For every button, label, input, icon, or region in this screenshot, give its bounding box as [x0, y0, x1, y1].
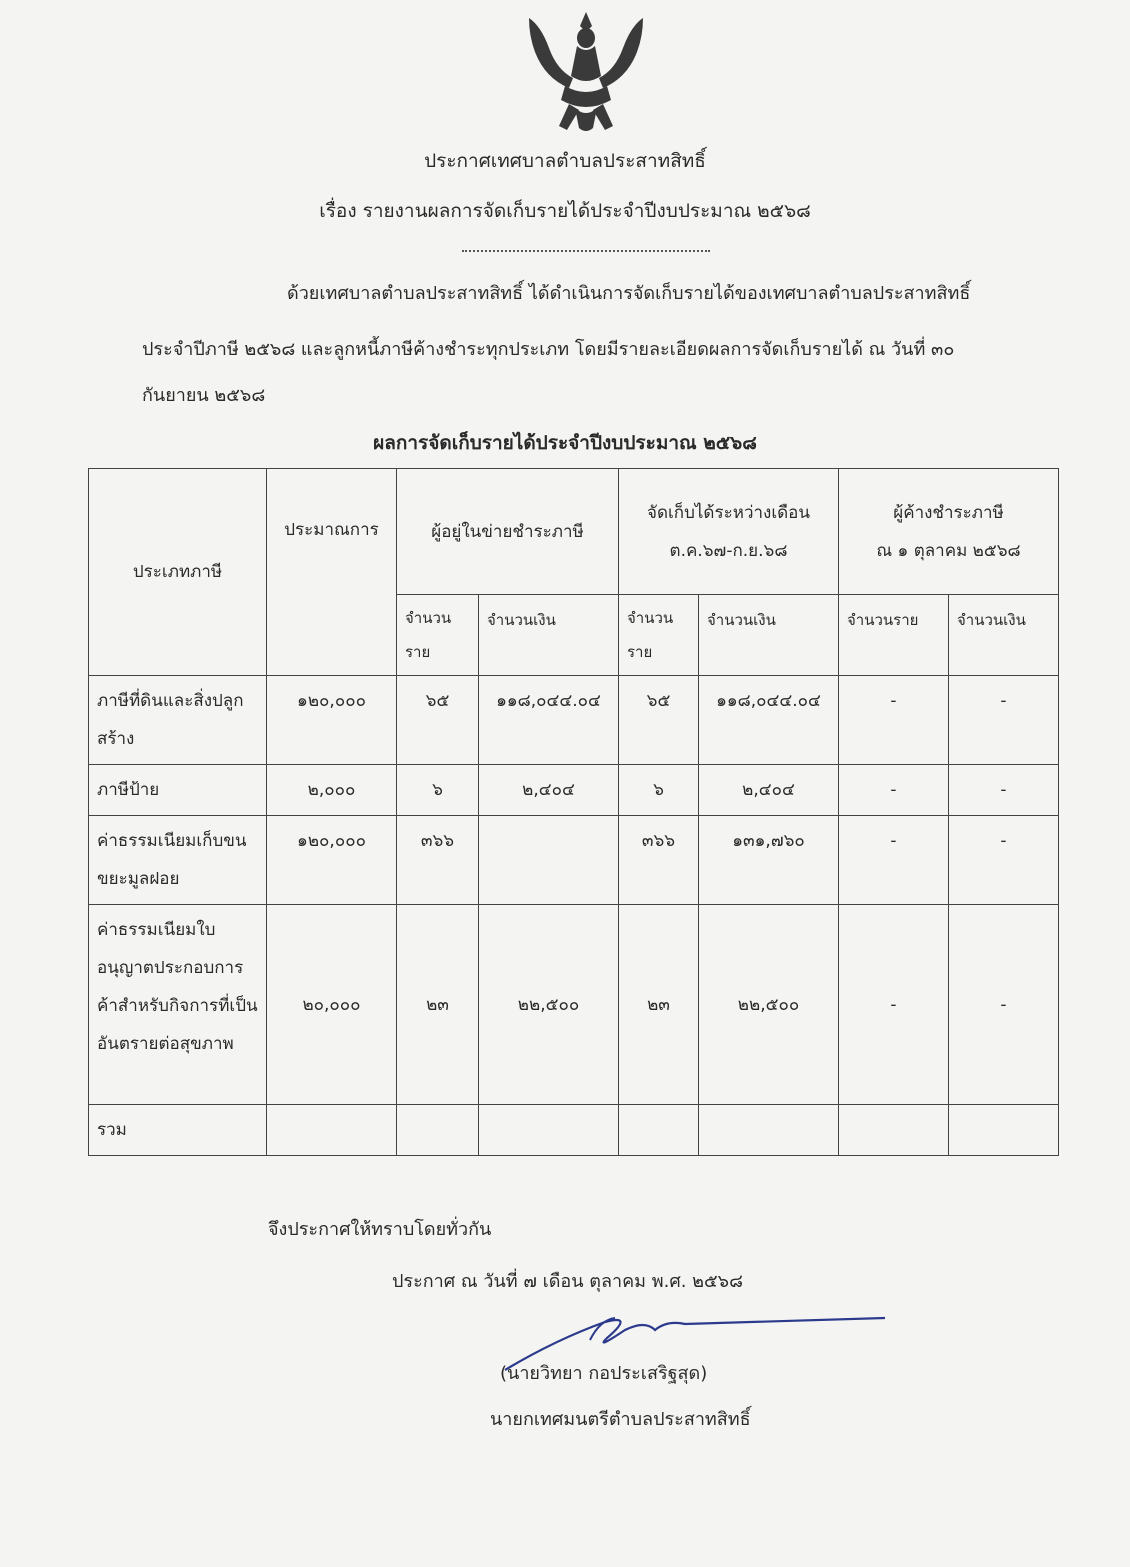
- table-total-row: [89, 1105, 1059, 1156]
- dotted-divider: [462, 250, 710, 252]
- subheader-amount: จำนวนเงิน: [479, 595, 619, 676]
- cell-tp-count: ๒๓: [397, 905, 479, 1105]
- announcement-subject: เรื่อง รายงานผลการจัดเก็บรายได้ประจำปีงบประมาณ ๒๕๖๘: [319, 200, 811, 222]
- table-row: [89, 905, 1059, 1105]
- table-header-row: [89, 469, 1059, 595]
- header-collected: จัดเก็บได้ระหว่างเดือน ต.ค.๖๗-ก.ย.๖๘: [619, 469, 839, 595]
- cell-col-amount: ๒,๔๐๔: [699, 765, 839, 816]
- cell-type: ภาษีที่ดินและสิ่งปลูกสร้าง: [89, 676, 267, 765]
- cell-estimate: ๑๒๐,๐๐๐: [267, 676, 397, 765]
- closing-announce: จึงประกาศให้ทราบโดยทั่วกัน: [268, 1219, 492, 1240]
- announcement-title: ประกาศเทศบาลตำบลประสาทสิทธิ์: [424, 150, 706, 172]
- cell-col-amount: ๑๓๑,๗๖๐: [699, 816, 839, 905]
- cell-estimate: ๑๒๐,๐๐๐: [267, 816, 397, 905]
- header-estimate: ประมาณการ: [267, 469, 397, 676]
- cell-ar-amount: -: [949, 816, 1059, 905]
- cell-col-count: ๖: [619, 765, 699, 816]
- intro-line-2: ประจำปีภาษี ๒๕๖๘ และลูกหนี้ภาษีค้างชำระทุกประเภท โดยมีรายละเอียดผลการจัดเก็บรายได้ ณ วันที่ ๓๐: [142, 339, 955, 360]
- cell-ar-count: -: [839, 905, 949, 1105]
- intro-line-1: ด้วยเทศบาลตำบลประสาทสิทธิ์ ได้ดำเนินการจัดเก็บรายได้ของเทศบาลตำบลประสาทสิทธิ์: [287, 283, 971, 304]
- cell-tp-amount: [479, 816, 619, 905]
- cell-ar-count: -: [839, 676, 949, 765]
- subheader-amount: จำนวนเงิน: [699, 595, 839, 676]
- signer-name: (นายวิทยา กอประเสริฐสุด): [500, 1363, 708, 1384]
- cell-tp-count: ๖๕: [397, 676, 479, 765]
- header-type: ประเภทภาษี: [89, 469, 267, 676]
- cell-estimate: ๒๐,๐๐๐: [267, 905, 397, 1105]
- revenue-table: [88, 468, 1059, 1156]
- cell-ar-amount: -: [949, 905, 1059, 1105]
- signer-title: นายกเทศมนตรีตำบลประสาทสิทธิ์: [490, 1409, 751, 1430]
- cell-total-label: รวม: [89, 1105, 267, 1156]
- table-title: ผลการจัดเก็บรายได้ประจำปีงบประมาณ ๒๕๖๘: [373, 432, 757, 454]
- cell-ar-count: -: [839, 816, 949, 905]
- cell-col-amount: ๒๒,๕๐๐: [699, 905, 839, 1105]
- cell-col-count: ๒๓: [619, 905, 699, 1105]
- intro-line-3: กันยายน ๒๕๖๘: [142, 385, 266, 406]
- cell-estimate: ๒,๐๐๐: [267, 765, 397, 816]
- cell-type: ค่าธรรมเนียมใบอนุญาตประกอบการค้าสำหรับกิจการที่เป็นอันตรายต่อสุขภาพ: [89, 905, 267, 1105]
- cell-ar-count: -: [839, 765, 949, 816]
- cell-tp-amount: ๑๑๘,๐๔๔.๐๔: [479, 676, 619, 765]
- table-row: [89, 765, 1059, 816]
- table-row: [89, 676, 1059, 765]
- table-row: [89, 816, 1059, 905]
- garuda-emblem-icon: [525, 8, 647, 136]
- cell-tp-amount: ๒๒,๕๐๐: [479, 905, 619, 1105]
- cell-ar-amount: -: [949, 765, 1059, 816]
- subheader-count: จำนวน ราย: [619, 595, 699, 676]
- cell-col-amount: ๑๑๘,๐๔๔.๐๔: [699, 676, 839, 765]
- closing-date: ประกาศ ณ วันที่ ๗ เดือน ตุลาคม พ.ศ. ๒๕๖๘: [392, 1271, 743, 1292]
- cell-ar-amount: -: [949, 676, 1059, 765]
- subheader-count: จำนวน ราย: [397, 595, 479, 676]
- subheader-count: จำนวนราย: [839, 595, 949, 676]
- header-taxpayers: ผู้อยู่ในข่ายชำระภาษี: [397, 469, 619, 595]
- cell-tp-count: ๓๖๖: [397, 816, 479, 905]
- cell-col-count: ๓๖๖: [619, 816, 699, 905]
- cell-type: ภาษีป้าย: [89, 765, 267, 816]
- cell-tp-amount: ๒,๔๐๔: [479, 765, 619, 816]
- subheader-amount: จำนวนเงิน: [949, 595, 1059, 676]
- header-arrears: ผู้ค้างชำระภาษี ณ ๑ ตุลาคม ๒๕๖๘: [839, 469, 1059, 595]
- cell-col-count: ๖๕: [619, 676, 699, 765]
- cell-tp-count: ๖: [397, 765, 479, 816]
- cell-type: ค่าธรรมเนียมเก็บขนขยะมูลฝอย: [89, 816, 267, 905]
